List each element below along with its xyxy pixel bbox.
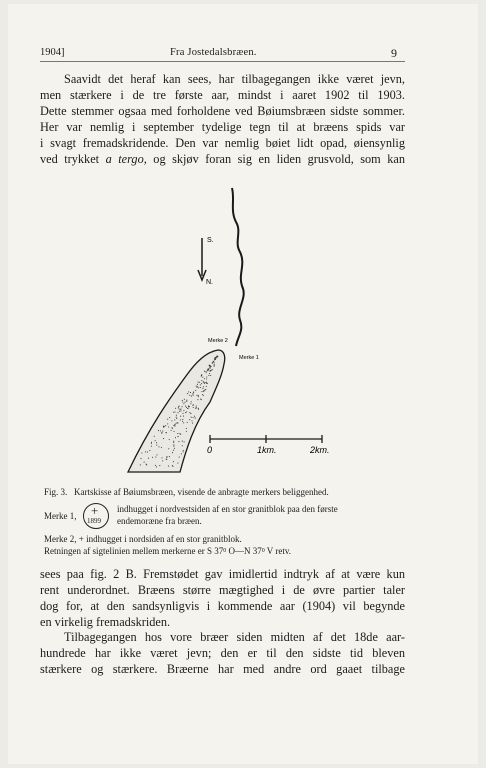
stipple-dot	[173, 412, 174, 413]
stipple-dot	[186, 411, 187, 412]
stipple-dot	[195, 418, 196, 419]
stipple-dot	[161, 447, 162, 448]
stipple-dot	[197, 384, 198, 385]
stipple-dot	[193, 391, 194, 392]
stipple-dot	[172, 465, 173, 466]
stipple-dot	[183, 422, 184, 423]
text-line	[40, 152, 405, 168]
stipple-dot	[168, 448, 169, 449]
stipple-dot	[183, 410, 184, 411]
stipple-dot	[179, 411, 180, 412]
stipple-dot	[173, 441, 174, 442]
stipple-dot	[198, 395, 199, 396]
stipple-dot	[197, 386, 198, 387]
stipple-dot	[172, 452, 173, 453]
stipple-dot	[201, 383, 202, 384]
stipple-dot	[182, 400, 183, 401]
stipple-dot	[190, 392, 191, 393]
stipple-dot	[206, 382, 207, 383]
stipple-dot	[200, 399, 201, 400]
stipple-dot	[173, 425, 174, 426]
stipple-dot	[176, 418, 177, 419]
stipple-dot	[148, 458, 149, 459]
stipple-dot	[212, 362, 213, 363]
stipple-dot	[152, 457, 153, 458]
stipple-dot	[209, 365, 210, 366]
stipple-dot	[155, 465, 156, 466]
stipple-dot	[175, 408, 176, 409]
header-title: Fra Jostedalsbræen.	[170, 47, 257, 58]
stipple-dot	[191, 417, 192, 418]
stipple-dot	[178, 408, 179, 409]
stipple-dot	[158, 430, 159, 431]
stipple-dot	[198, 387, 199, 388]
stipple-dot	[160, 430, 161, 431]
stipple-dot	[173, 442, 174, 443]
stipple-dot	[171, 430, 172, 431]
merke2-text: Merke 2, + indhugget i nordsiden af en stor granitblok.	[44, 534, 242, 544]
compass-north-label: N.	[206, 279, 213, 286]
stipple-dot	[200, 387, 201, 388]
text-line: Dette stemmer ogsaa med forholdene ved Bøiumsbræen sidste sommer.	[40, 103, 405, 118]
stipple-dot	[196, 386, 197, 387]
paragraph-2	[40, 567, 405, 631]
stipple-dot	[182, 401, 183, 402]
running-header	[40, 47, 400, 61]
stipple-dot	[187, 408, 188, 409]
paragraph-1	[40, 72, 405, 167]
header-rule	[40, 61, 405, 62]
stipple-dot	[193, 407, 194, 408]
stipple-dot	[177, 422, 178, 423]
stipple-dot	[174, 424, 175, 425]
stipple-dot	[184, 399, 185, 400]
stipple-dot	[192, 393, 193, 394]
stipple-dot	[201, 375, 202, 376]
text-line: Tilbagegangen hos vore bræer siden midten af det 18de aar-	[64, 630, 405, 644]
stipple-dot	[176, 417, 177, 418]
stipple-dot	[182, 421, 183, 422]
degree-mark: 0	[223, 548, 227, 554]
stipple-dot	[207, 370, 208, 371]
symbol-year: 1899	[87, 517, 101, 525]
stipple-dot	[197, 399, 198, 400]
stipple-dot	[184, 402, 185, 403]
merke1-desc-line1: indhugget i nordvestsiden af en stor granitblok paa den første	[117, 504, 338, 514]
stipple-dot	[203, 391, 204, 392]
stipple-dot	[198, 409, 199, 410]
stipple-dot	[214, 362, 215, 363]
stipple-dot	[174, 419, 175, 420]
stipple-dot	[180, 416, 181, 417]
retning-part: O—N 37	[226, 546, 262, 556]
stipple-dot	[183, 450, 184, 451]
stipple-dot	[155, 456, 156, 457]
italic-text: a tergo,	[105, 151, 147, 166]
stipple-dot	[181, 406, 182, 407]
stipple-dot	[199, 382, 200, 383]
merke2-legend	[44, 533, 409, 557]
stipple-dot	[180, 409, 181, 410]
stipple-dot	[171, 420, 172, 421]
stipple-dot	[207, 369, 208, 370]
stipple-dot	[217, 356, 218, 357]
stipple-dot	[186, 400, 187, 401]
stipple-dot	[176, 423, 177, 424]
stipple-dot	[190, 403, 191, 404]
stipple-dot	[204, 378, 205, 379]
stipple-dot	[162, 431, 163, 432]
stipple-dot	[168, 466, 169, 467]
stipple-dot	[188, 407, 189, 408]
stipple-dot	[191, 396, 192, 397]
stipple-dot	[165, 425, 166, 426]
stipple-dot	[195, 390, 196, 391]
stipple-dot	[159, 465, 160, 466]
stipple-dot	[195, 408, 196, 409]
figure-caption-text: Kartskisse af Bøiumsbræen, visende de anbragte merkers beliggenhed.	[74, 487, 329, 497]
plus-symbol: +	[91, 503, 99, 518]
scale-label-2km: 2km.	[310, 445, 330, 455]
stipple-dot	[192, 423, 193, 424]
stipple-dot	[169, 417, 170, 418]
text-line: sees paa fig. 2 B. Fremstødet gav imidlertid indtryk af at være kun	[40, 567, 405, 581]
text-span: og skjøv foran sig en liden grusvold, som kan	[153, 151, 405, 166]
stipple-dot	[174, 411, 175, 412]
stipple-dot	[207, 383, 208, 384]
stipple-dot	[177, 412, 178, 413]
stipple-dot	[185, 412, 186, 413]
stipple-dot	[215, 359, 216, 360]
stipple-dot	[131, 464, 132, 465]
stipple-dot	[210, 375, 211, 376]
stipple-dot	[191, 401, 192, 402]
stipple-dot	[144, 462, 145, 463]
stipple-dot	[147, 452, 148, 453]
stipple-dot	[167, 419, 168, 420]
stipple-dot	[203, 395, 204, 396]
stipple-dot	[205, 371, 206, 372]
stipple-dot	[203, 386, 204, 387]
retning-part: Retningen af sigtelinien mellem merkerne er S 37	[44, 546, 224, 556]
retning-part: V retv.	[264, 546, 292, 556]
stipple-dot	[169, 456, 170, 457]
stipple-dot	[198, 396, 199, 397]
stipple-dot	[180, 410, 181, 411]
stipple-dot	[173, 450, 174, 451]
stipple-dot	[187, 422, 188, 423]
stipple-dot	[208, 375, 209, 376]
scale-label-1km: 1km.	[257, 445, 277, 455]
scale-label-0: 0	[207, 445, 213, 455]
stipple-dot	[193, 395, 194, 396]
stipple-dot	[186, 407, 187, 408]
stipple-dot	[149, 450, 150, 451]
text-line: i svagt fremadskridende. Den var nemlig bøiet lidt opad, øiensynlig	[40, 135, 405, 150]
stipple-dot	[206, 372, 207, 373]
stipple-dot	[180, 419, 181, 420]
stipple-dot	[196, 405, 197, 406]
stipple-dot	[154, 436, 155, 437]
stipple-dot	[212, 369, 213, 370]
stipple-dot	[182, 441, 183, 442]
stipple-dot	[209, 373, 210, 374]
text-line: en virkelig fremadskriden.	[40, 614, 171, 629]
stipple-dot	[183, 416, 184, 417]
stipple-dot	[172, 466, 173, 467]
merke1-description	[117, 503, 338, 527]
stipple-dot	[191, 420, 192, 421]
stipple-dot	[201, 380, 202, 381]
stipple-dot	[145, 451, 146, 452]
stipple-dot	[180, 408, 181, 409]
stipple-dot	[206, 376, 207, 377]
page-number: 9	[391, 46, 397, 60]
merke1-desc-line2: endemoræne fra bræen.	[117, 516, 202, 526]
degree-mark: 0	[261, 548, 265, 554]
stipple-dot	[189, 412, 190, 413]
stipple-dot	[200, 384, 201, 385]
stipple-dot	[216, 357, 217, 358]
text-line: stærkere og stærkere. Bræerne har med andre ord gaaet tilbage	[40, 661, 405, 676]
stipple-dot	[179, 457, 180, 458]
stipple-dot	[210, 366, 211, 367]
stipple-dot	[196, 387, 197, 388]
stipple-dot	[205, 389, 206, 390]
text-line: men stærkere i de tre første aar, mindst i aaret 1902 til 1903.	[40, 87, 405, 102]
stipple-dot	[156, 466, 157, 467]
stipple-dot	[189, 395, 190, 396]
stipple-dot	[174, 426, 175, 427]
merke2-label: Merke 2	[208, 338, 228, 344]
stipple-dot	[201, 391, 202, 392]
stipple-dot	[183, 451, 184, 452]
stipple-dot	[151, 442, 152, 443]
text-span: ved trykket	[40, 151, 100, 166]
stipple-dot	[172, 428, 173, 429]
river-line	[232, 188, 244, 346]
stipple-dot	[156, 442, 157, 443]
stipple-dot	[158, 446, 159, 447]
text-line: dog for, at den sandsynligvis i kommende aar (1904) vil begynde	[40, 598, 405, 613]
stipple-dot	[204, 383, 205, 384]
text-line: hundrede har ikke været jevn; den er til den sidste tid bleven	[40, 645, 405, 660]
stipple-dot	[183, 403, 184, 404]
stipple-dot	[214, 366, 215, 367]
stipple-dot	[186, 428, 187, 429]
figure-caption	[44, 486, 409, 498]
stipple-dot	[190, 413, 191, 414]
stipple-dot	[204, 382, 205, 383]
stipple-dot	[140, 464, 141, 465]
stipple-dot	[156, 454, 157, 455]
stipple-dot	[162, 460, 163, 461]
merke1-legend	[44, 503, 409, 533]
stipple-dot	[173, 444, 174, 445]
stipple-dot	[174, 448, 175, 449]
stipple-dot	[202, 388, 203, 389]
merke1-label: Merke 1	[239, 355, 259, 361]
stipple-dot	[169, 439, 170, 440]
stipple-dot	[194, 416, 195, 417]
stipple-dot	[214, 364, 215, 365]
stipple-dot	[182, 419, 183, 420]
stipple-dot	[208, 368, 209, 369]
stipple-dot	[166, 456, 167, 457]
stipple-dot	[178, 441, 179, 442]
stipple-dot	[202, 394, 203, 395]
stipple-dot	[198, 382, 199, 383]
stipple-dot	[166, 432, 167, 433]
stipple-dot	[146, 464, 147, 465]
merke1-legend-label: Merke 1,	[44, 511, 77, 521]
stipple-dot	[206, 378, 207, 379]
stipple-dot	[187, 393, 188, 394]
stipple-dot	[173, 431, 174, 432]
stipple-dot	[177, 463, 178, 464]
text-line: Saavidt det heraf kan sees, har tilbagegangen ikke været jevn,	[64, 72, 405, 86]
paragraph-3	[40, 630, 405, 678]
header-year: 1904]	[40, 47, 65, 58]
stipple-dot	[188, 391, 189, 392]
stipple-dot	[177, 436, 178, 437]
stipple-dot	[182, 445, 183, 446]
stipple-dot	[176, 415, 177, 416]
stipple-dot	[215, 357, 216, 358]
stipple-dot	[184, 441, 185, 442]
stipple-dot	[161, 433, 162, 434]
stipple-dot	[151, 443, 152, 444]
stipple-dot	[196, 407, 197, 408]
stipple-dot	[185, 406, 186, 407]
stipple-dot	[189, 419, 190, 420]
stipple-dot	[166, 459, 167, 460]
text-line: rent underordnet. Bræens større mægtighed i de øvre partier taler	[40, 582, 405, 597]
stipple-dot	[210, 367, 211, 368]
stipple-dot	[141, 452, 142, 453]
stipple-dot	[186, 431, 187, 432]
stipple-dot	[204, 371, 205, 372]
stipple-dot	[196, 395, 197, 396]
stipple-dot	[206, 386, 207, 387]
stipple-dot	[167, 423, 168, 424]
stipple-dot	[193, 404, 194, 405]
stipple-dot	[186, 401, 187, 402]
stipple-dot	[163, 426, 164, 427]
stipple-dot	[155, 440, 156, 441]
stipple-dot	[193, 417, 194, 418]
stipple-dot	[178, 406, 179, 407]
text-line: Her var nemlig i september tydelige tegn til at bræens spids var	[40, 119, 405, 134]
retning-text	[44, 546, 291, 556]
stipple-dot	[177, 433, 178, 434]
stipple-dot	[168, 426, 169, 427]
stipple-dot	[156, 445, 157, 446]
stipple-dot	[173, 461, 174, 462]
stipple-dot	[140, 458, 141, 459]
stipple-dot	[173, 446, 174, 447]
merke1-symbol	[83, 503, 109, 529]
figure-number: Fig. 3.	[44, 487, 68, 497]
stipple-dot	[182, 413, 183, 414]
stipple-dot	[151, 446, 152, 447]
stipple-dot	[179, 433, 180, 434]
map-sketch	[110, 180, 360, 480]
stipple-dot	[210, 370, 211, 371]
stipple-dot	[202, 377, 203, 378]
stipple-dot	[175, 437, 176, 438]
stipple-dot	[178, 407, 179, 408]
stipple-dot	[181, 453, 182, 454]
stipple-dot	[163, 438, 164, 439]
stipple-dot	[161, 457, 162, 458]
compass-south-label: S.	[207, 237, 214, 244]
stipple-dot	[203, 381, 204, 382]
stipple-dot	[189, 406, 190, 407]
